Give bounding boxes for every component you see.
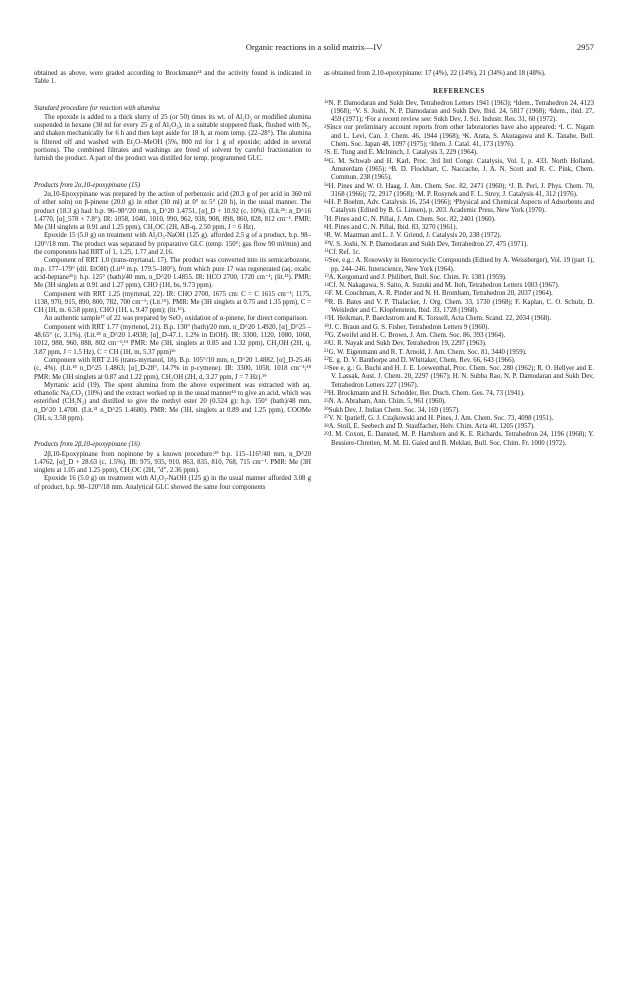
reference-item: [324, 224, 594, 232]
reference-number: 27: [324, 415, 329, 421]
reference-number: 15: [324, 290, 329, 296]
reference-item: [324, 100, 594, 125]
reference-number: 16: [324, 299, 329, 305]
reference-number: 20: [324, 340, 329, 346]
paragraph: Component with RRT 1.25 (myrtenal, 22). IR: CHO 2700, 1675 cm: C = C 1615 cm⁻¹; 1175, 1138, 970, 915, 890, 800, 782, 700 cm⁻¹; (Lit.¹⁵). PMR: Me (3H singlets at 0.75 and 1.35 ppm), C = CH (1H, m. 6.58 ppm), CHO (1H, s, 9.47 ppm); (lit.¹⁶).: [34, 290, 311, 315]
reference-item: [324, 299, 594, 316]
reference-text: R. B. Bates and V. P. Thalacker, J. Org. Chem. 33, 1730 (1968); F. Kaplan, C. O. Schulz, D. Weisleder and C. Klopfenstein, Ibid. 33, 1728 (1968).: [328, 298, 594, 315]
reference-item: [324, 257, 594, 274]
reference-number: 23: [324, 365, 329, 371]
reference-text: G. W. Eigenmann and R. T. Arnold, J. Am. Chem. Soc. 81, 3440 (1959).: [328, 348, 527, 356]
reference-number: 19: [324, 332, 329, 338]
reference-text: Cf. Ref. 1c.: [328, 248, 361, 256]
reference-item: [324, 349, 594, 357]
reference-item: [324, 290, 594, 298]
reference-item: [324, 407, 594, 415]
reference-number: 11: [324, 249, 329, 255]
reference-number: 18: [324, 324, 329, 330]
paragraph: as obtained from 2,10-epoxypinane: 17 (4%), 22 (14%), 21 (34%) and 18 (48%).: [324, 70, 546, 77]
reference-item: [324, 357, 594, 365]
reference-text: G. Zweifel and H. C. Brown, J. Am. Chem. Soc. 86, 393 (1964).: [328, 331, 506, 339]
reference-text: A. Stoll, E. Seebech and D. Stauffacher, Helv. Chim. Acta 40, 1205 (1957).: [328, 423, 535, 431]
reference-text: H. Pines and W. O. Haag, J. Am. Chem. Soc. 82, 2471 (1960); ᵇJ. B. Peri, J. Phys. Chem. 70, 3168 (1966); 72, 2917 (1968); ᶜM. P. Rosynek and F. L. Strey, J. Catalysis 41, 312 (1976).: [328, 182, 594, 198]
reference-item: [324, 232, 594, 240]
reference-number: 2: [324, 124, 327, 130]
paragraph: Epoxide 15 (5.0 g) on treatment with Al₂O₃-NaOH (125 g). afforded 2.5 g of a product, b.p. 98–120°/18 mm. The product was separated by preparative GLC (temp. 150°; gas flow 90 ml/min) and the components had RRT of 1, 1.25, 1.77 and 2.16.: [34, 232, 311, 257]
running-header: [34, 42, 594, 56]
reference-item: [324, 249, 594, 257]
reference-list: [324, 100, 594, 448]
reference-text: H. Brockmann and H. Schodder, Ber. Dtsch. Chem. Ges. 74, 73 (1941).: [328, 389, 525, 397]
reference-text: G. M. Schwab and H. Karl, Proc. 3rd Intl Congr. Catalysis, Vol. I, p. 433. North Holland, Amsterdam (1965); ᵇB. D. Flockhart, C. Naccache, J. A. N. Scott and R. C. Pink, Chem. Commun. 238 (1965).: [328, 157, 594, 182]
reference-number: 13: [324, 274, 329, 280]
reference-text: V. N. Ipatieff, G. J. Czajkowski and H. Pines, J. Am. Chem. Soc. 73, 4098 (1951).: [328, 414, 554, 422]
paragraph: Component of RRT 1.0 (trans-myrtanal, 17). The product was converted into its semicarbozone, m.p. 177–179° (dil. EtOH) (Lit¹³ m.p. 179.5–180°), from which pure 17 was regenerated (aq. oxalic acid-heptane²⁶): b.p. 125° (bath)/40 mm, n_D^20 1.4855. IR: HCO 2700, 1720 cm⁻¹; (lit.¹³). PMR: Me (3H singlets at 0.91 and 1.27 ppm), CHO (1H, bs, 9.73 ppm).: [34, 257, 311, 290]
reference-item: [324, 423, 594, 431]
reference-item: [324, 241, 594, 249]
reference-text: A. Kergomard and J. Philibert, Bull. Soc. Chim. Fr. 1381 (1959).: [328, 273, 507, 281]
page-number: 2957: [576, 42, 594, 52]
reference-item: [324, 365, 594, 390]
paragraph: Component with RRT 1.77 (myrtenol, 21). B.p. 130° (bath)/20 mm, n_D^20 1.4920, [α]_D^25 – 48.65° (c, 3.1%). (Lit.²⁸ n_D^20 1.4938; [α]_D-47.1, 1.2% in EtOH). IR: 3300, 1120, 1080, 1060, 1012, 988, 960, 888, 802 cm⁻¹;¹⁵ PMR: Me (3H, singlets at 0.85 and 1.32 ppm), CH₂OH (2H, q, 3.87 ppm, J = 1.5 Hz), C = CH (1H, m, 5.37 ppm)¹⁶: [34, 323, 311, 356]
paragraph: 2α,10-Epoxypinane was prepared by the action of perbenzoic acid (20.3 g of per acid in 360 ml of ether soln) on β-pinene (20.0 g) in ether (30 ml) at 0° to 5° (20 h), in the usual manner. The product (18.3 g) had: b.p. 96–98°/20 mm, n_D^20 1.4751, [α]_D + 10.92 (c, 10%). (Lit.²⁵: n_D^16 1.4770, [α]_578 + 7.8°). IR: 1058, 1040, 1010, 990, 962, 938, 908, 898, 860, 828, 812 cm⁻¹. PMR: Me (3H singlets at 0.91 and 1.25 ppm), CH₂OC (2H, AB-q, 2.50 ppm, J = 6 Hz).: [34, 190, 311, 232]
reference-item: [324, 216, 594, 224]
paragraph: Myrtanic acid (19). The spent alumina from the above experiment was extracted with aq. ethanolic Na₂CO₃ (10%) and the extract worked up in the usual manner¹⁴ to give an acid, which was esterified (CH₂N₂) and distilled to give the methyl ester 20 (0.524 g): b.p. 150° (bath)/48 mm, n_D^20 1.4700. (Lit.²¹ n_D^25 1.4680). PMR: Me (3H, singlets at 0.89 and 1.25 ppm), COOMe (3H, s, 3.58 ppm).: [34, 381, 311, 422]
paragraph: Component with RRT 2.16 (trans-myrtanol, 18). B.p. 105°/10 mm, n_D^20 1.4882, [α]_D-25.46 (c, 4%). (Lit.¹⁸ n_D^25 1.4863; [α]_D-28°, 14.7% in p-cymene). IR: 3300, 1058, 1018 cm⁻¹;¹⁸ PMR: Me (3H singlets at 0.87 and 1.22 ppm), CH₂OH (2H, d, 3.27 ppm, J = 7 Hz).¹⁹: [34, 356, 311, 381]
reference-number: 5a: [324, 183, 329, 189]
reference-text: E. g. D. V. Banthorpe and D. Whittaker, Chem. Rev. 66, 643 (1966).: [328, 356, 516, 364]
reference-item: [324, 332, 594, 340]
paragraph: obtained as above, were graded according to Brockmann²⁴ and the activity found is indicated in Table 1.: [34, 70, 311, 86]
right-column: [324, 70, 594, 448]
reference-text: V. S. Joshi, N. P. Damodaran and Sukh Dev, Tetrahedron 27, 475 (1971).: [328, 240, 528, 248]
reference-text: Sukh Dev, J. Indian Chem. Soc. 34, 169 (1957).: [328, 406, 460, 414]
reference-text: J. M. Coxon, E. Dansted, M. P. Hartshorn and K. E. Richards, Tetrahedron 24, 1196 (1968); Y. Bessiere-Chretien, M. M. El. Gaied and B. Meklati, Bull. Soc. Chim. Fr. 1000 (1972).: [328, 431, 594, 447]
reference-item: [324, 340, 594, 348]
reference-number: 1a: [324, 100, 329, 106]
reference-number: 21: [324, 349, 329, 354]
reference-text: H. Heikman, P. Baeckstrom and K. Torssell, Acta Chem. Scand. 22, 2034 (1968).: [328, 315, 552, 323]
paragraph: The epoxide is added to a thick slurry of 25 (or 50) times its wt. of Al₂O₃ or modified alumina suspended in hexane (30 ml for every 25 g of Al₂O₃), in a suitable stoppered flask, flushed with N₂, and shaken mechanically for 6 h and then kept aside for 18 h, at room temp. (22–28°). The alumina is filtered off and washed with Et₂O–MeOH (5%, 800 ml for 1 g of epoxide; added in several portions). The combined filtrates and washings are freed of solvent by careful fractionation to furnish the product. A part of the product was distilled for temp. programmed GLC.: [34, 113, 311, 163]
reference-text: See, e.g.: A. Rosowsky in Heterocyclic Compounds (Edited by A. Weissberger), Vol. 19 (part 1), pp. 244–246. Interscience, New York (1964).: [328, 257, 594, 273]
reference-text: N. A. Abraham, Ann. Chim. 5, 961 (1960).: [328, 398, 446, 406]
reference-text: S. E. Tung and E. McIninch, J. Catalysis 3, 229 (1964).: [326, 149, 478, 157]
reference-number: 10: [324, 241, 329, 247]
running-title: Organic reactions in a solid matrix—IV: [245, 42, 383, 52]
section-heading: Products from 2β,10-epoxypinane (16): [34, 441, 140, 449]
reference-number: 8: [324, 224, 327, 230]
reference-text: Cf. N. Nakagawa, S. Saito, A. Suzuki and M. Itoh, Tetrahedron Letters 1003 (1967).: [328, 282, 560, 290]
reference-number: 6a: [324, 199, 329, 205]
reference-text: H. Pines and C. N. Pillai, Ibid. 83, 3270 (1961).: [326, 224, 458, 232]
reference-item: [324, 124, 594, 149]
left-column: [34, 70, 311, 492]
reference-item: [324, 149, 594, 157]
reference-number: 24: [324, 390, 329, 396]
section-heading: Standard procedure for reaction with alumina: [34, 104, 160, 112]
reference-text: H. Pines and C. N. Pillai, J. Am. Chem. Soc. 82, 2401 (1960).: [326, 215, 496, 223]
reference-text: R. W. Maatman and L. J. V. Griend, J. Catalysis 20, 238 (1972).: [326, 232, 502, 240]
reference-number: 12: [324, 257, 329, 263]
reference-number: 7: [324, 216, 327, 222]
reference-number: 28: [324, 423, 329, 429]
reference-text: N. P. Damodaran and Sukh Dev, Tetrahedron Letters 1941 (1963); ᵇIdem., Tetrahedron 24, 4123 (1968); ᶜV. S. Joshi, N. P. Damodaran and Sukh Dev, Ibid. 24, 5817 (1968); ᵈIdem., ibid. 27, 459 (1971); ᵉFor a recent review see: Sukh Dev, J. Sci. Industr. Res. 31, 60 (1972).: [328, 99, 594, 124]
reference-number: 22: [324, 357, 329, 363]
reference-number: 29: [324, 431, 329, 437]
reference-text: J. C. Braun and G. S. Fisher, Tetrahedron Letters 9 (1960).: [328, 323, 490, 331]
reference-text: Since our preliminary account reports from other laboratories have also appeared: ᵃI. C. Nigam and L. Levi, Can. J. Chem. 46, 1944 (1968); ᵇK. Arata, S. Akutagawa and K. Tanabe, Bull. Chem. Soc. Japan 48, 1097 (1975); ᶜIdem. J. Catal. 41, 173 (1976).: [326, 124, 594, 149]
paragraph: 2β,10-Epoxypinane from nopinone by a known procedure:²⁹ b.p. 115–116°/40 mm, n_D^20 1.4762, [α]_D + 28.63 (c, 1.5%). IR: 975, 935, 910, 863, 835, 810, 768, 715 cm⁻¹. PMR: Me (3H singlets at 1.05 and 1.25 ppm), CH₂OC (2H, "d", 2.36 ppm).: [34, 450, 311, 475]
reference-item: [324, 324, 594, 332]
reference-item: [324, 415, 594, 423]
reference-number: 14: [324, 282, 329, 288]
paragraph: Epoxide 16 (5.0 g) on treatment with Al₂O₃-NaOH (125 g) in the usual manner afforded 3.08 g of product, b.p. 98–120°/18 mm. Analytical GLC showed the same four components: [34, 475, 311, 491]
reference-number: 26: [324, 407, 329, 413]
reference-number: 25: [324, 398, 329, 404]
reference-item: [324, 431, 594, 448]
reference-item: [324, 282, 594, 290]
reference-item: [324, 398, 594, 406]
reference-text: F. M. Couchman, A. R. Pinder and N. H. Bromham, Tetrahedron 20, 2037 (1964).: [328, 290, 553, 298]
reference-text: U. R. Nayak and Sukh Dev, Tetrahedron 19, 2297 (1963).: [328, 340, 487, 348]
reference-item: [324, 183, 594, 200]
paragraph: An authentic sample¹⁷ of 22 was prepared by SeO₂ oxidation of α-pinene, for direct comparison.: [44, 315, 308, 323]
reference-number: 4a: [324, 158, 329, 164]
section-heading: Products from 2α,10-epoxypinane (15): [34, 181, 141, 189]
reference-number: 3: [324, 149, 327, 155]
reference-item: [324, 274, 594, 282]
reference-item: [324, 199, 594, 216]
references-heading: REFERENCES: [433, 88, 485, 96]
reference-item: [324, 315, 594, 323]
reference-item: [324, 158, 594, 183]
reference-text: See e. g.: G. Buchi and H. J. E. Loewenthal, Proc. Chem. Soc. 280 (1962); R. O. Hellyer and E. V. Lassak, Aust. J. Chem. 20, 2297 (1967); H. N. Subba Rao, N. P. Damodaran and Sukh Dev, Tetrahedron Letters 227 (1967).: [328, 365, 594, 389]
reference-number: 9: [324, 232, 327, 238]
reference-text: H. P. Boehm, Adv. Catalysis 16, 254 (1966); ᵇPhysical and Chemical Aspects of Adsorbents and Catalysts (Edited by B. G. Linsen), p. 203. Academic Press, New York (1970).: [328, 199, 594, 215]
reference-number: 17: [324, 315, 329, 321]
reference-item: [324, 390, 594, 398]
